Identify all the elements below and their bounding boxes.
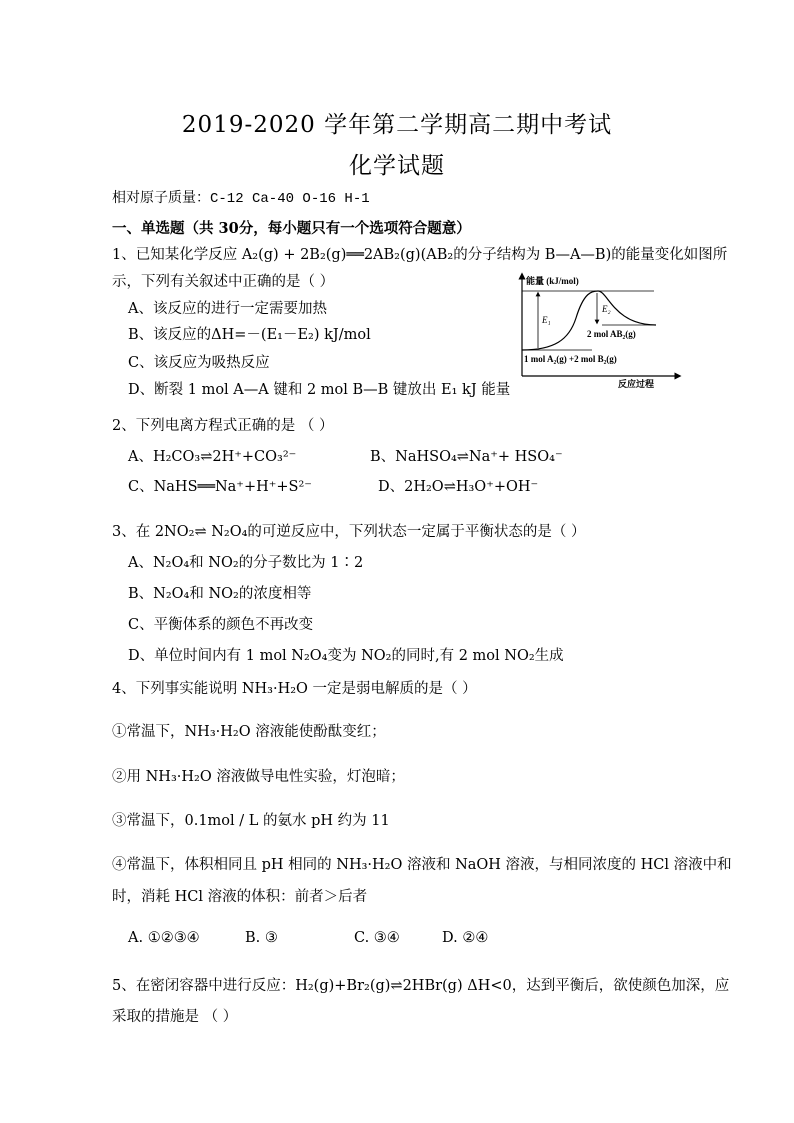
q5-stem-line2: 采取的措施是 （ ） bbox=[112, 1009, 238, 1025]
q1-option-c: C、该反应为吸热反应 bbox=[128, 355, 270, 371]
q4-item-2: ②用 NH₃·H₂O 溶液做导电性实验，灯泡暗； bbox=[112, 769, 405, 785]
reactant-label: 1 mol A₂(g) +2 mol B₂(g) bbox=[524, 354, 617, 364]
q4-option-d: D. ②④ bbox=[442, 930, 489, 946]
q5-stem-line1: 5、在密闭容器中进行反应：H₂(g)+Br₂(g)⇌2HBr(g) ΔH<0，达到平衡后，欲使颜色加深，应 bbox=[112, 978, 730, 994]
q1-option-a: A、该反应的进行一定需要加热 bbox=[128, 301, 327, 317]
q4-option-b: B. ③ bbox=[245, 930, 278, 946]
section-heading: 一、单选题（共 30分，每小题只有一个选项符合题意） bbox=[112, 220, 471, 237]
exam-title: 2019-2020 学年第二学期高二期中考试 bbox=[181, 112, 613, 138]
energy-diagram bbox=[514, 270, 684, 392]
q4-option-a: A. ①②③④ bbox=[128, 930, 200, 946]
q4-stem: 4、下列事实能说明 NH₃·H₂O 一定是弱电解质的是（ ） bbox=[112, 681, 477, 697]
x-axis-label: 反应过程 bbox=[618, 379, 655, 389]
q3-option-d: D、单位时间内有 1 mol N₂O₄变为 NO₂的同时,有 2 mol NO₂生成 bbox=[128, 648, 564, 664]
q4-option-c: C. ③④ bbox=[354, 930, 400, 946]
product-label: 2 mol AB₂(g) bbox=[587, 329, 636, 339]
q3-option-a: A、N₂O₄和 NO₂的分子数比为 1∶2 bbox=[128, 555, 364, 571]
q4-item-1: ①常温下，NH₃·H₂O 溶液能使酚酞变红； bbox=[112, 724, 386, 740]
q1-stem-line1: 1、已知某化学反应 A₂(g) + 2B₂(g)══2AB₂(g)(AB₂的分子结构为 B—A—B)的能量变化如图所 bbox=[112, 247, 728, 263]
q2-stem: 2、下列电离方程式正确的是 （ ） bbox=[112, 418, 334, 434]
q1-stem-line2: 示，下列有关叙述中正确的是（ ） bbox=[112, 274, 335, 290]
q2-option-c: C、NaHS══Na⁺+H⁺+S²⁻ bbox=[128, 479, 312, 495]
q3-stem: 3、在 2NO₂⇌ N₂O₄的可逆反应中，下列状态一定属于平衡状态的是（ ） bbox=[112, 524, 586, 540]
q3-option-b: B、N₂O₄和 NO₂的浓度相等 bbox=[128, 586, 312, 602]
e2-label: E₂ bbox=[602, 304, 611, 314]
q2-option-b: B、NaHSO₄⇌Na⁺+ HSO₄⁻ bbox=[370, 449, 563, 465]
exam-subtitle: 化学试题 bbox=[349, 153, 445, 179]
atomic-mass-line: 相对原子质量：C-12 Ca-40 O-16 H-1 bbox=[112, 191, 370, 207]
q1-option-d: D、断裂 1 mol A—A 键和 2 mol B—B 键放出 E₁ kJ 能量 bbox=[128, 382, 511, 398]
q1-option-b: B、该反应的ΔH=－(E₁－E₂) kJ/mol bbox=[128, 327, 371, 343]
q2-option-a: A、H₂CO₃⇌2H⁺+CO₃²⁻ bbox=[128, 449, 297, 465]
q4-item-3: ③常温下，0.1mol / L 的氨水 pH 约为 11 bbox=[112, 813, 390, 829]
q2-option-d: D、2H₂O⇌H₃O⁺+OH⁻ bbox=[378, 479, 539, 495]
q3-option-c: C、平衡体系的颜色不再改变 bbox=[128, 617, 314, 633]
q4-item-4-line1: ④常温下，体积相同且 pH 相同的 NH₃·H₂O 溶液和 NaOH 溶液，与相同浓度的 HCl 溶液中和 bbox=[112, 857, 732, 873]
e1-label: E₁ bbox=[542, 315, 551, 325]
q4-item-4-line2: 时，消耗 HCl 溶液的体积：前者＞后者 bbox=[112, 889, 368, 905]
y-axis-label: 能量 (kJ/mol) bbox=[526, 276, 579, 286]
